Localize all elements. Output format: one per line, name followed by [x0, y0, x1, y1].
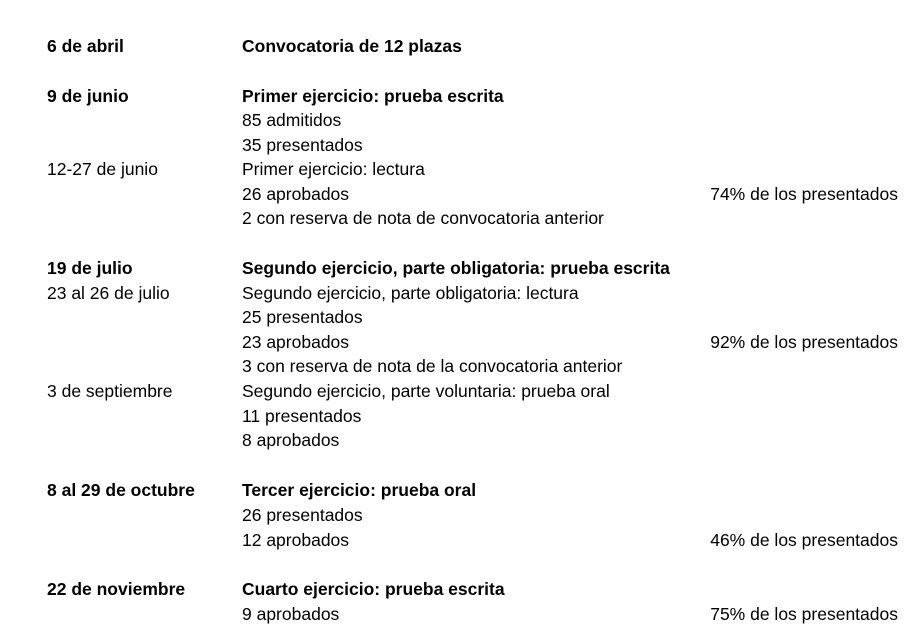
row-date: 23 al 26 de julio: [47, 283, 170, 303]
timeline-row: [0, 305, 917, 329]
timeline-row: [0, 528, 917, 552]
timeline-row: [0, 379, 917, 403]
row-date: 19 de julio: [47, 258, 133, 278]
row-description: Tercer ejercicio: prueba oral: [242, 480, 477, 500]
row-description: Primer ejercicio: prueba escrita: [242, 86, 504, 106]
row-percentage: 46% de los presentados: [710, 530, 898, 550]
timeline-row: [0, 503, 917, 527]
timeline-row: [0, 354, 917, 378]
row-description: 25 presentados: [242, 307, 363, 327]
row-date: 3 de septiembre: [47, 381, 173, 401]
row-description: 23 aprobados: [242, 332, 350, 352]
timeline-row: [0, 330, 917, 354]
timeline-row: [0, 108, 917, 132]
row-date: 9 de junio: [47, 86, 129, 106]
row-description: 12 aprobados: [242, 530, 350, 550]
timeline-row: [0, 84, 917, 108]
row-percentage: 75% de los presentados: [710, 604, 898, 624]
row-description: 8 aprobados: [242, 430, 340, 450]
row-description: 85 admitidos: [242, 110, 342, 130]
timeline-row: [0, 478, 917, 502]
row-date: 22 de noviembre: [47, 579, 186, 599]
timeline-row: [0, 206, 917, 230]
timeline-row: [0, 404, 917, 428]
row-date: 8 al 29 de octubre: [47, 480, 195, 500]
row-description: 2 con reserva de nota de convocatoria anterior: [242, 208, 604, 228]
row-description: Primer ejercicio: lectura: [242, 159, 425, 179]
row-description: 3 con reserva de nota de la convocatoria anterior: [242, 356, 623, 376]
row-description: 35 presentados: [242, 135, 363, 155]
timeline-row: [0, 281, 917, 305]
row-description: Segundo ejercicio, parte obligatoria: prueba escrita: [242, 258, 670, 278]
row-description: 11 presentados: [242, 406, 362, 426]
row-description: 26 presentados: [242, 505, 363, 525]
row-description: Cuarto ejercicio: prueba escrita: [242, 579, 505, 599]
row-percentage: 92% de los presentados: [710, 332, 898, 352]
row-date: 6 de abril: [47, 36, 124, 56]
row-description: 26 aprobados: [242, 184, 350, 204]
timeline-row: [0, 577, 917, 601]
timeline-row: [0, 428, 917, 452]
row-description: 9 aprobados: [242, 604, 340, 624]
row-description: Segundo ejercicio, parte voluntaria: prueba oral: [242, 381, 610, 401]
timeline-row: [0, 133, 917, 157]
timeline-row: [0, 182, 917, 206]
row-percentage: 74% de los presentados: [710, 184, 898, 204]
timeline-row: [0, 256, 917, 280]
row-description: Segundo ejercicio, parte obligatoria: lectura: [242, 283, 579, 303]
timeline-row: [0, 157, 917, 181]
row-description: Convocatoria de 12 plazas: [242, 36, 462, 56]
timeline-row: [0, 34, 917, 58]
row-date: 12-27 de junio: [47, 159, 158, 179]
timeline-row: [0, 602, 917, 626]
